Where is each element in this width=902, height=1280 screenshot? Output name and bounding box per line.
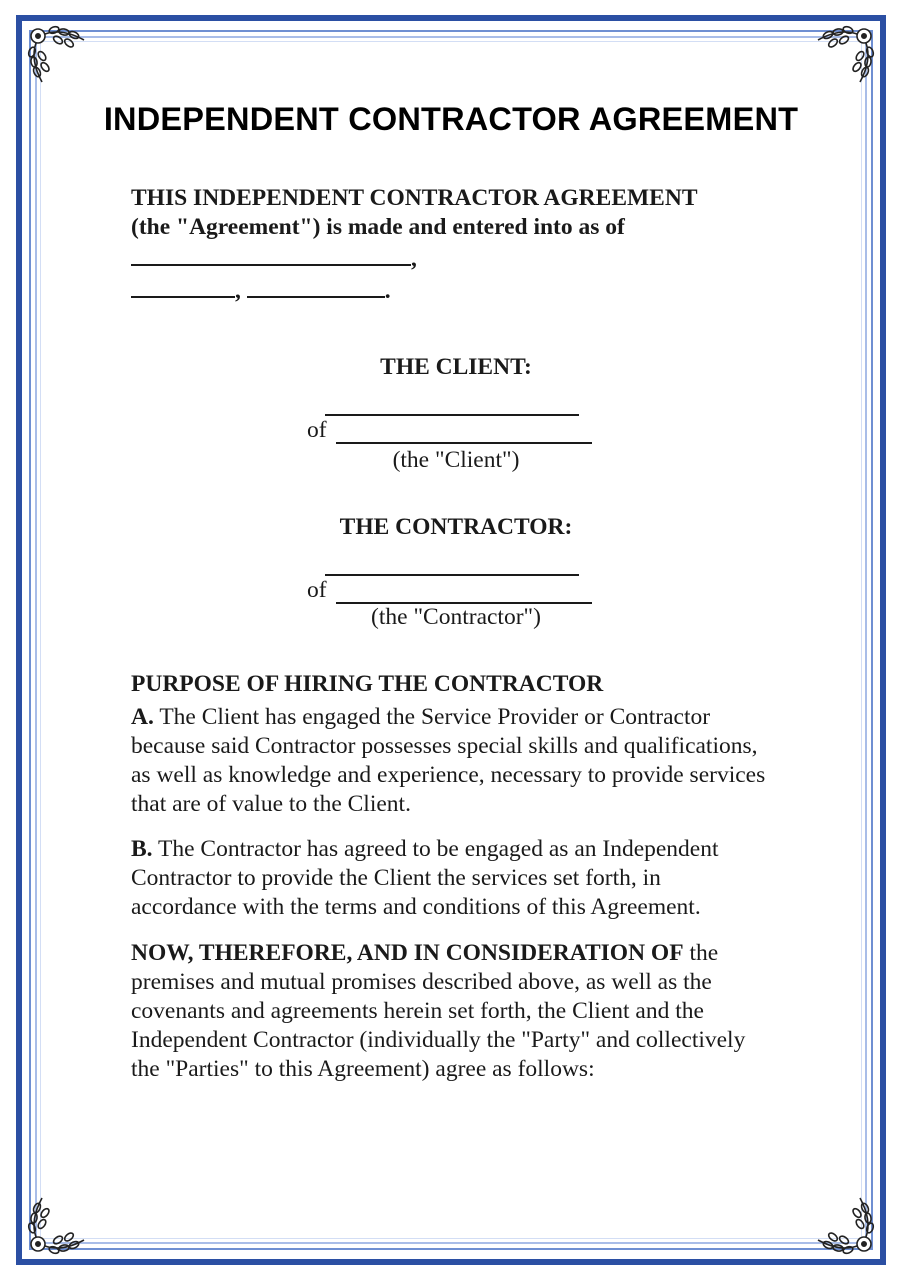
intro-paragraph [131, 184, 721, 306]
intro-text: THIS INDEPENDENT CONTRACTOR AGREEMENT (the "Agreement") is made and entered into as of [131, 185, 698, 240]
date-blank-2[interactable] [131, 274, 235, 298]
contractor-name-line [131, 542, 781, 578]
consideration-lead: NOW, THEREFORE, AND IN CONSIDERATION OF [131, 940, 684, 966]
intro-comma-2: , [235, 278, 241, 304]
date-blank-1[interactable] [131, 242, 411, 266]
purpose-paragraph-a [131, 703, 771, 819]
client-address-line [131, 418, 781, 447]
client-address-blank[interactable] [336, 420, 592, 444]
contractor-role-label: (the "Contractor") [371, 604, 541, 630]
floral-corner-icon [22, 20, 106, 104]
client-name-blank[interactable] [325, 392, 579, 416]
paragraph-a-text: The Client has engaged the Service Provider or Contractor because said Contractor possesses special skills and qualifications, as well as knowledge and experience, necessary to provide services that are of value to the Client. [131, 704, 766, 817]
contractor-block [131, 513, 781, 632]
client-of-label: of [307, 417, 327, 443]
client-block [131, 353, 781, 475]
document-body [131, 184, 781, 1084]
purpose-section [131, 670, 781, 922]
document-title: INDEPENDENT CONTRACTOR AGREEMENT [103, 101, 799, 137]
contractor-name-blank[interactable] [325, 552, 579, 576]
intro-comma-1: , [411, 246, 417, 272]
client-heading: THE CLIENT: [380, 354, 532, 380]
contractor-heading: THE CONTRACTOR: [339, 514, 573, 540]
purpose-heading: PURPOSE OF HIRING THE CONTRACTOR [131, 671, 604, 697]
contractor-address-blank[interactable] [336, 580, 592, 604]
client-role-label: (the "Client") [392, 447, 520, 473]
consideration-paragraph [131, 939, 771, 1084]
purpose-paragraph-b [131, 835, 771, 922]
client-name-line [131, 382, 781, 418]
paragraph-a-label: A. [131, 704, 154, 730]
paragraph-b-label: B. [131, 836, 153, 862]
date-blank-3[interactable] [247, 274, 385, 298]
contractor-address-line [131, 578, 781, 607]
floral-corner-icon [22, 1176, 106, 1260]
contractor-of-label: of [307, 577, 327, 603]
intro-period: . [384, 278, 391, 304]
floral-corner-icon [796, 20, 880, 104]
floral-corner-icon [796, 1176, 880, 1260]
paragraph-b-text: The Contractor has agreed to be engaged as an Independent Contractor to provide the Client the services set forth, in accordance with the terms and conditions of this Agreement. [131, 836, 719, 920]
consideration-text: the premises and mutual promises described above, as well as the covenants and agreements herein set forth, the Client and the Independent Contractor (individually the "Party" and collectively the "Parties" to this Agreement) agree as follows: [131, 940, 746, 1082]
